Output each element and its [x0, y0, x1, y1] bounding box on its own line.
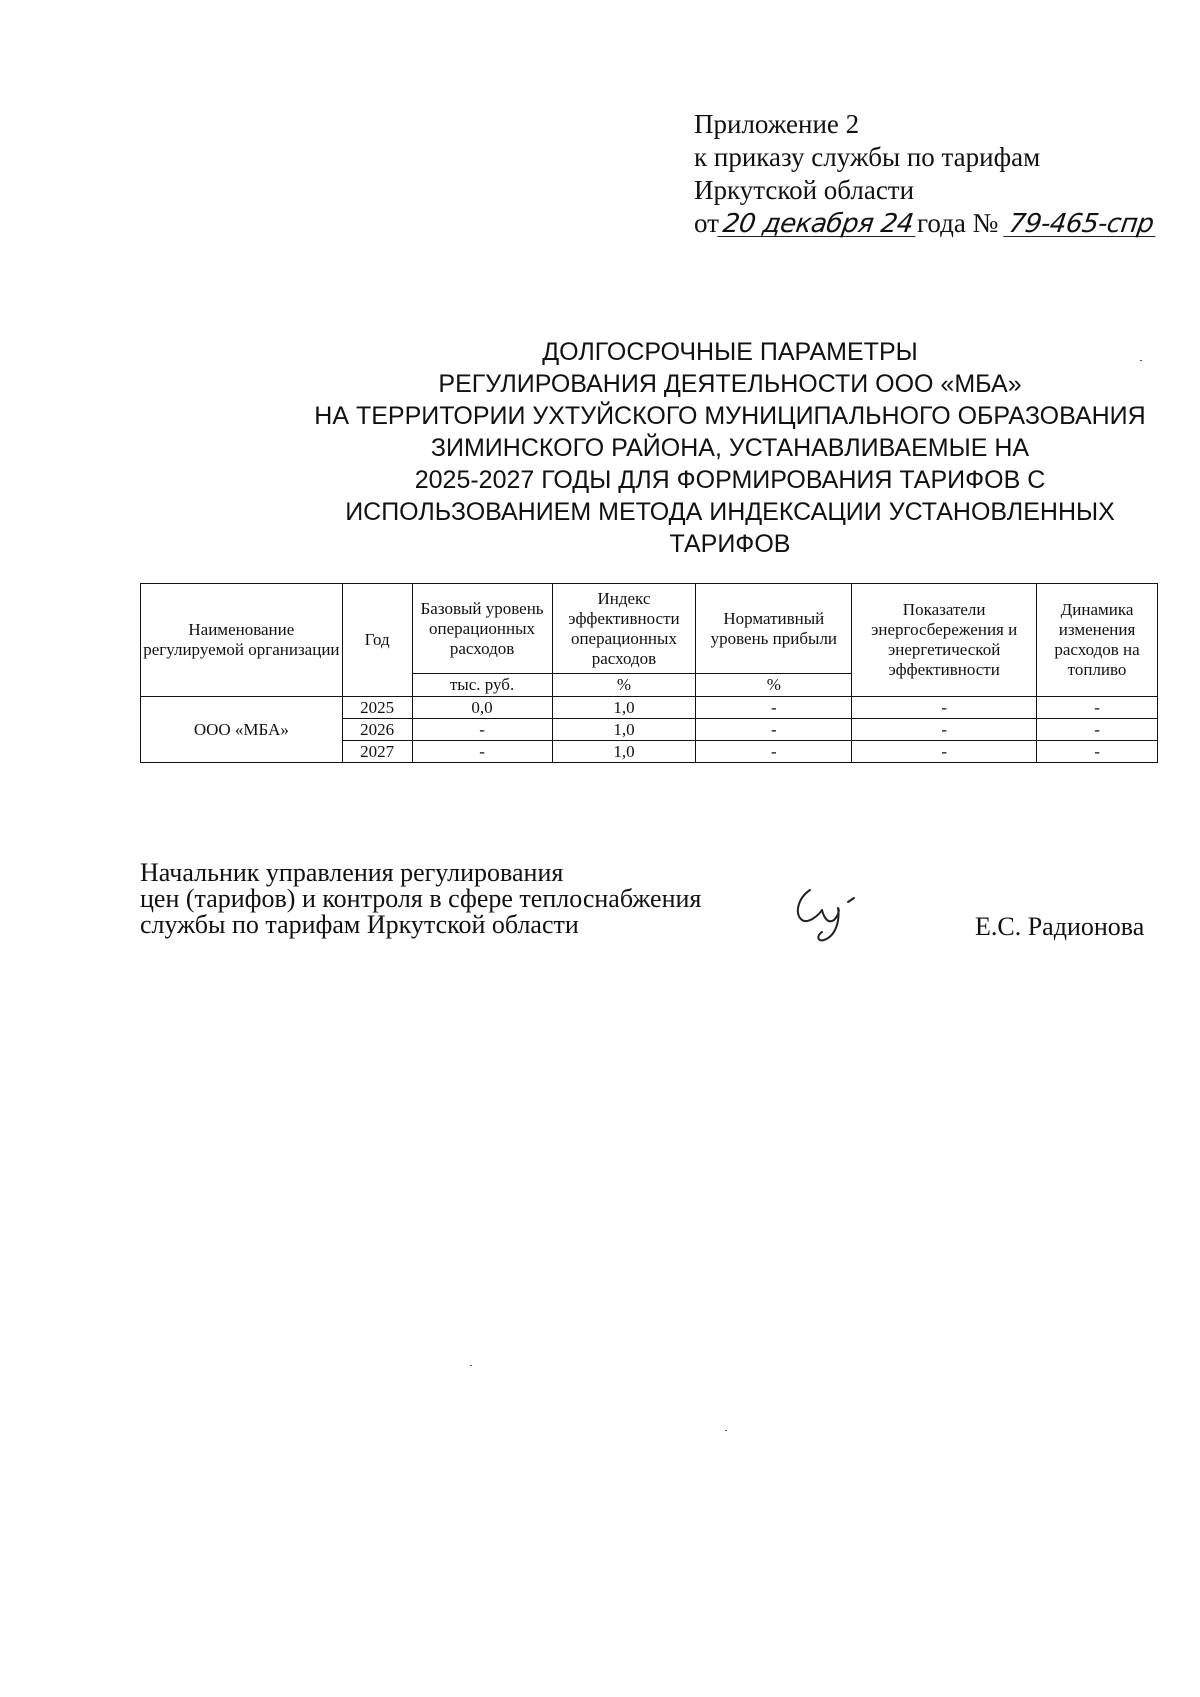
fuel-cell: -: [1037, 741, 1158, 763]
handwritten-signature: [788, 880, 888, 950]
signer-name: Е.С. Радионова: [975, 912, 1145, 941]
header-base-level: Базовый уровень операционных расходов: [412, 584, 552, 674]
base-cell: -: [412, 719, 552, 741]
index-cell: 1,0: [552, 741, 696, 763]
base-cell: 0,0: [412, 697, 552, 719]
title-line: ИСПОЛЬЗОВАНИЕМ МЕТОДА ИНДЕКСАЦИИ УСТАНОВЛЕННЫХ: [345, 498, 1115, 526]
scan-speck: [725, 1430, 727, 1431]
header-efficiency-index: Индекс эффективности операционных расходов: [552, 584, 696, 674]
unit-profit-level: %: [696, 674, 852, 697]
appendix-order-ref: к приказу службы по тарифам: [694, 142, 1041, 172]
title-line: ТАРИФОВ: [669, 530, 791, 558]
table-header-row: [141, 584, 1158, 674]
energy-cell: -: [852, 741, 1037, 763]
signer-position-line: службы по тарифам Иркутской области: [140, 910, 579, 939]
year-cell: 2027: [342, 741, 412, 763]
title-line: РЕГУЛИРОВАНИЯ ДЕЯТЕЛЬНОСТИ ООО «МБА»: [438, 370, 1022, 398]
unit-base-level: тыс. руб.: [412, 674, 552, 697]
org-name-cell: ООО «МБА»: [141, 697, 343, 763]
appendix-region: Иркутской области: [694, 175, 915, 205]
table-row: [141, 697, 1158, 719]
index-cell: 1,0: [552, 719, 696, 741]
header-org: Наименование регулируемой организации: [141, 584, 343, 697]
energy-cell: -: [852, 697, 1037, 719]
profit-cell: -: [696, 719, 852, 741]
base-cell: -: [412, 741, 552, 763]
handwritten-date: 20 декабря 24: [717, 212, 919, 237]
handwritten-order-number: 79-465-спр: [1003, 212, 1159, 237]
index-cell: 1,0: [552, 697, 696, 719]
document-title: [200, 336, 1200, 560]
title-line: НА ТЕРРИТОРИИ УХТУЙСКОГО МУНИЦИПАЛЬНОГО ОБРАЗОВАНИЯ: [314, 402, 1146, 430]
date-prefix: от: [694, 208, 719, 238]
year-word: года №: [916, 208, 999, 238]
energy-cell: -: [852, 719, 1037, 741]
signature-block-title: [140, 860, 701, 938]
year-cell: 2026: [342, 719, 412, 741]
signer-position-line: Начальник управления регулирования: [140, 858, 564, 887]
scan-speck: [470, 1365, 472, 1366]
appendix-date-line: [694, 207, 1157, 240]
header-profit-level: Нормативный уровень прибыли: [696, 584, 852, 674]
title-line: ЗИМИНСКОГО РАЙОНА, УСТАНАВЛИВАЕМЫЕ НА: [430, 434, 1030, 462]
scan-speck: [1140, 360, 1142, 361]
unit-efficiency-index: %: [552, 674, 696, 697]
fuel-cell: -: [1037, 697, 1158, 719]
header-energy-indicators: Показатели энергосбережения и энергетической эффективности: [852, 584, 1037, 697]
profit-cell: -: [696, 697, 852, 719]
signer-position-line: цен (тарифов) и контроля в сфере теплоснабжения: [140, 884, 702, 913]
title-line: 2025-2027 ГОДЫ ДЛЯ ФОРМИРОВАНИЯ ТАРИФОВ С: [414, 466, 1046, 494]
fuel-cell: -: [1037, 719, 1158, 741]
header-fuel-dynamics: Динамика изменения расходов на топливо: [1037, 584, 1158, 697]
parameters-table: [140, 583, 1158, 763]
title-line: ДОЛГОСРОЧНЫЕ ПАРАМЕТРЫ: [542, 338, 918, 366]
year-cell: 2025: [342, 697, 412, 719]
header-year: Год: [342, 584, 412, 697]
appendix-number: Приложение 2: [694, 109, 860, 139]
profit-cell: -: [696, 741, 852, 763]
appendix-header: [694, 108, 1157, 240]
